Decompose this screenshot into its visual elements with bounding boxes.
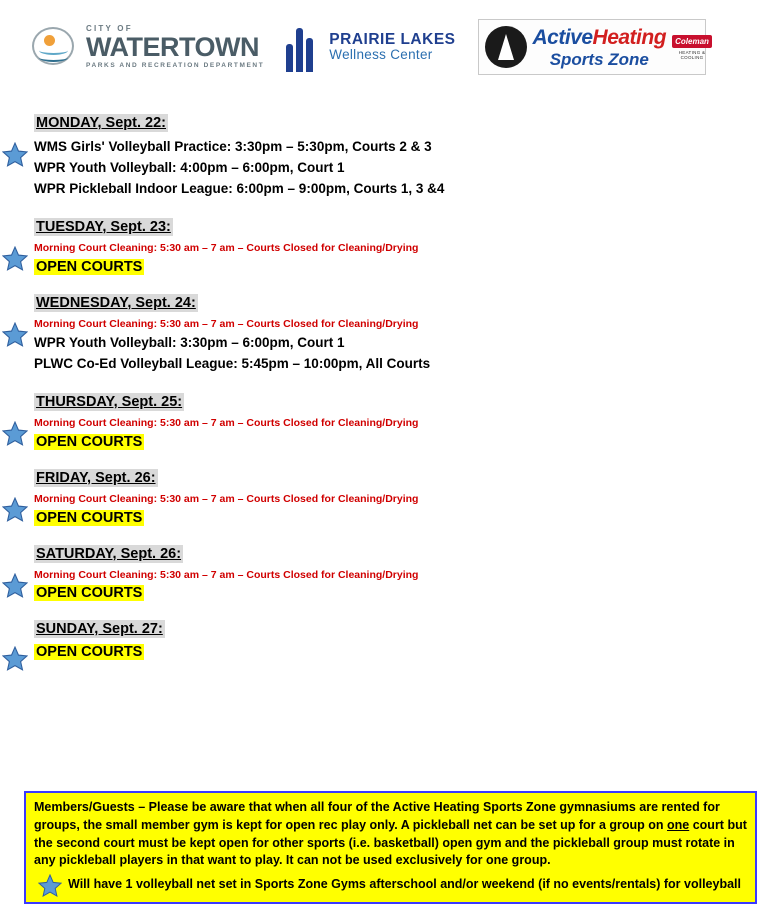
notice-underlined-word: one — [667, 817, 690, 832]
watertown-name-label: WATERTOWN — [86, 31, 259, 62]
star-icon — [2, 322, 28, 348]
day-header: SATURDAY, Sept. 26: — [36, 545, 182, 562]
prairie-lakes-line2: Wellness Center — [329, 47, 433, 63]
lake-sun-logo-icon — [32, 25, 78, 69]
day-header: MONDAY, Sept. 22: — [36, 115, 166, 131]
watertown-logo — [32, 25, 264, 70]
active-heating-word-heating: Heating — [592, 25, 667, 49]
open-courts-label: OPEN COURTS — [36, 258, 143, 275]
active-heating-line2: Sports Zone — [549, 49, 649, 69]
open-courts-label: OPEN COURTS — [36, 433, 143, 450]
day-header: WEDNESDAY, Sept. 24: — [36, 294, 196, 311]
prairie-lakes-line1: PRAIRIE LAKES — [329, 31, 456, 49]
active-heating-badge-icon — [485, 26, 527, 68]
day-block-friday — [0, 469, 779, 527]
day-header: FRIDAY, Sept. 26: — [36, 469, 156, 486]
event-line: WPR Pickleball Indoor League: 6:00pm – 9:00pm, Courts 1, 3 &4 — [34, 180, 445, 196]
notice-part1: Members/Guests – Please be aware that when all four of the Active Heating Sports Zone gymnasiums are rented for groups, the small member gym is kept for open rec play only. A pickleball net can be set up for a group on — [34, 800, 720, 832]
star-icon — [2, 142, 28, 168]
cleaning-notice: Morning Court Cleaning: 5:30 am – 7 am – Courts Closed for Cleaning/Drying — [34, 241, 419, 254]
day-header: SUNDAY, Sept. 27: — [36, 621, 163, 638]
day-block-thursday — [0, 393, 779, 451]
day-header: THURSDAY, Sept. 25: — [36, 394, 183, 411]
day-block-monday — [0, 114, 779, 200]
watertown-city-label: CITY OF — [86, 23, 133, 33]
cleaning-notice: Morning Court Cleaning: 5:30 am – 7 am – Courts Closed for Cleaning/Drying — [34, 492, 419, 505]
day-block-saturday — [0, 545, 779, 603]
active-heating-word-active: Active — [532, 25, 593, 49]
star-icon — [38, 874, 64, 900]
notice-footnote-row — [34, 876, 747, 898]
star-icon — [2, 246, 28, 272]
cleaning-notice: Morning Court Cleaning: 5:30 am – 7 am – Courts Closed for Cleaning/Drying — [34, 317, 419, 330]
active-heating-logo — [478, 19, 709, 75]
event-line: PLWC Co-Ed Volleyball League: 5:45pm – 10:00pm, All Courts — [34, 356, 431, 372]
star-icon — [2, 646, 28, 672]
day-block-wednesday — [0, 294, 779, 376]
notice-footnote: Will have 1 volleyball net set in Sports Zone Gyms afterschool and/or weekend (if no events/rentals) for volleyball — [68, 877, 741, 891]
schedule-list — [0, 80, 779, 661]
day-header: TUESDAY, Sept. 23: — [36, 218, 171, 235]
star-icon — [2, 497, 28, 523]
event-line: WPR Youth Volleyball: 4:00pm – 6:00pm, Court 1 — [34, 159, 345, 175]
cleaning-notice: Morning Court Cleaning: 5:30 am – 7 am – Courts Closed for Cleaning/Drying — [34, 568, 419, 581]
coleman-badge: Coleman — [672, 35, 712, 48]
open-courts-label: OPEN COURTS — [36, 509, 143, 526]
logo-header — [0, 0, 779, 80]
prairie-lakes-bars-icon — [286, 22, 322, 72]
notice-paragraph — [34, 799, 747, 870]
prairie-lakes-logo — [286, 22, 455, 72]
watertown-dept-label: PARKS AND RECREATION DEPARTMENT — [86, 61, 265, 69]
event-line: WMS Girls' Volleyball Practice: 3:30pm – 5:30pm, Courts 2 & 3 — [34, 139, 432, 154]
star-icon — [2, 573, 28, 599]
day-block-tuesday — [0, 218, 779, 276]
cleaning-notice: Morning Court Cleaning: 5:30 am – 7 am – Courts Closed for Cleaning/Drying — [34, 417, 419, 430]
day-block-sunday — [0, 620, 779, 661]
star-icon — [2, 421, 28, 447]
notice-part2: court but the second court must be kept open for other sports (i.e. basketball) open gym and the pickleball group must rotate in any pickleball players in that want to play. It can not be used exclusively for one group. — [34, 817, 747, 868]
open-courts-label: OPEN COURTS — [36, 644, 143, 661]
coleman-subtitle: HEATING & COOLING — [678, 49, 706, 60]
open-courts-label: OPEN COURTS — [36, 585, 143, 602]
members-guests-notice — [24, 791, 757, 904]
event-line: WPR Youth Volleyball: 3:30pm – 6:00pm, Court 1 — [34, 335, 345, 351]
